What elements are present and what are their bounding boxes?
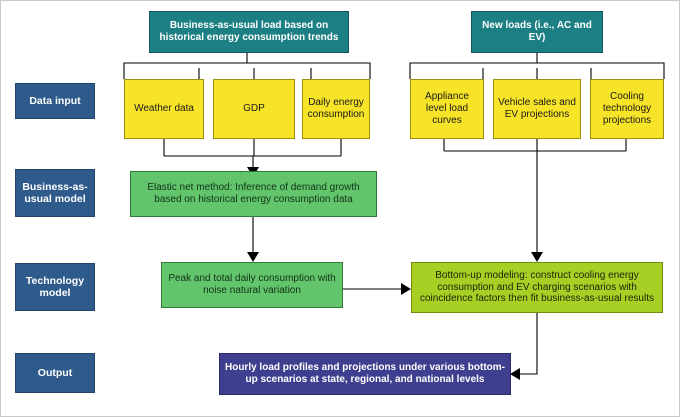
model-label: Bottom-up modeling: construct cooling energy consumption and EV charging scenarios with coincidence factors then fit business-as-usual results	[419, 269, 654, 305]
stage-label-bau-model	[15, 169, 95, 217]
header-text: New loads (i.e., AC and EV)	[482, 20, 592, 43]
input-label: Appliance level load curves	[425, 91, 469, 126]
input-label: Cooling technology projections	[602, 91, 652, 126]
input-vehicle-sales-ev-projections	[493, 79, 581, 139]
output-label: Hourly load profiles and projections under various bottom-up scenarios at state, regional, and national levels	[224, 362, 506, 385]
stage-label-output	[15, 353, 95, 393]
input-label: Vehicle sales and EV projections	[498, 97, 576, 120]
header-text: Business-as-usual load based on historical energy consumption trends	[159, 20, 339, 43]
model-label: Peak and total daily consumption with noise natural variation	[168, 273, 336, 296]
stage-label-text: Technology model	[25, 274, 85, 299]
model-peak-total-daily-consumption	[161, 262, 343, 308]
model-bottom-up-modeling	[411, 262, 663, 313]
input-label: Daily energy consumption	[307, 97, 365, 120]
input-appliance-level-load-curves	[410, 79, 484, 139]
input-label: GDP	[243, 103, 265, 115]
input-daily-energy-consumption	[302, 79, 370, 139]
stage-label-technology-model	[15, 263, 95, 311]
stage-label-text: Business-as-usual model	[22, 180, 88, 205]
stage-label-data-input	[15, 83, 95, 119]
header-business-as-usual	[149, 11, 349, 53]
header-new-loads	[471, 11, 603, 53]
input-weather-data	[124, 79, 204, 139]
model-elastic-net-method	[130, 171, 377, 217]
model-label: Elastic net method: Inference of demand growth based on historical energy consumption data	[147, 182, 360, 205]
input-label: Weather data	[134, 103, 194, 115]
input-gdp	[213, 79, 295, 139]
stage-label-text: Data input	[29, 94, 81, 107]
stage-label-text: Output	[37, 366, 73, 379]
output-hourly-load-profiles	[219, 353, 511, 395]
input-cooling-technology-projections	[590, 79, 664, 139]
